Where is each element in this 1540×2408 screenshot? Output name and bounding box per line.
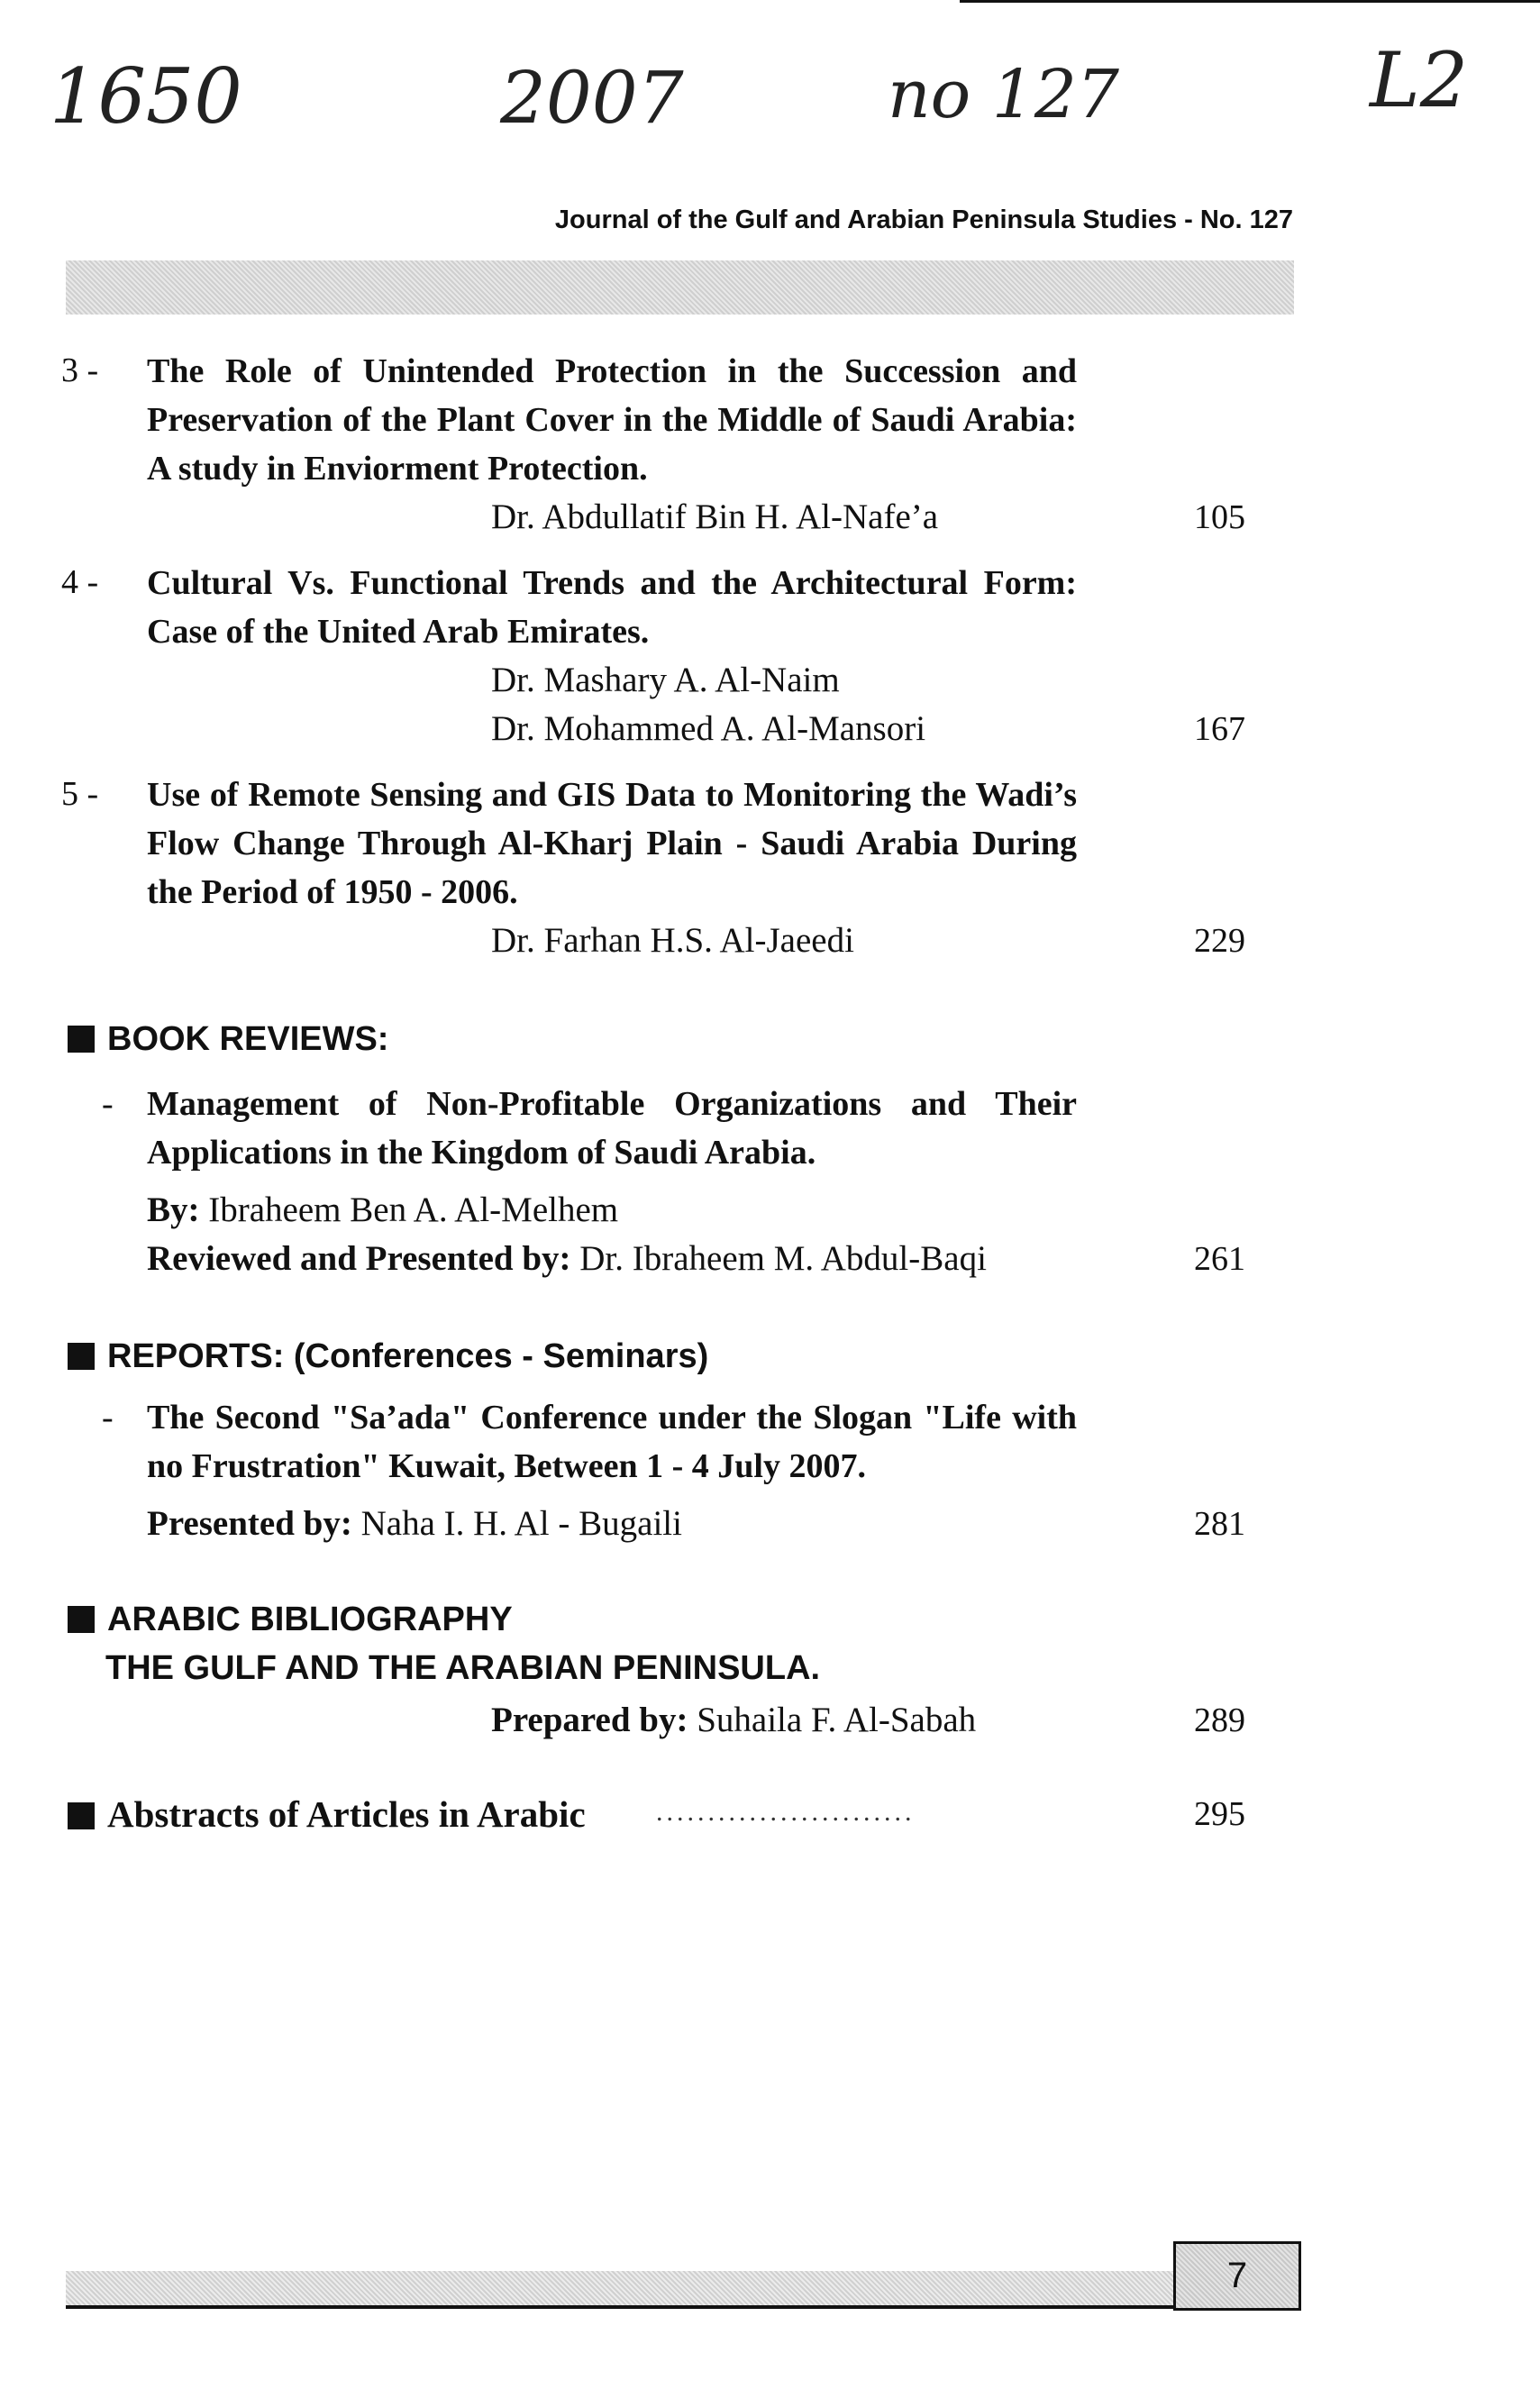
entry-author: Dr. Mohammed A. Al-Mansori	[491, 709, 926, 748]
reviewed-label: Reviewed and Presented by:	[147, 1239, 571, 1278]
entry-page: 281	[1194, 1505, 1245, 1543]
entry-byline	[147, 1186, 618, 1235]
section-book-reviews	[68, 1015, 388, 1063]
entry-number: 5 -	[61, 775, 99, 813]
entry-author: Dr. Abdullatif Bin H. Al-Nafe’a	[491, 497, 939, 536]
entry-page: 261	[1194, 1240, 1245, 1278]
entry-dash: -	[102, 1085, 114, 1123]
by-name: Ibraheem Ben A. Al-Melhem	[208, 1190, 619, 1229]
handwritten-note-3: no 127	[888, 56, 1119, 133]
entry-preparer	[491, 1696, 976, 1745]
entry-author: Dr. Mashary A. Al-Naim	[491, 661, 840, 699]
section-subheading: THE GULF AND THE ARABIAN PENINSULA.	[105, 1649, 821, 1687]
presented-label: Presented by:	[147, 1504, 352, 1543]
entry-title: Cultural Vs. Functional Trends and the Architectural Form: Case of the United Arab Emirates.	[147, 564, 1077, 651]
prepared-label: Prepared by:	[491, 1701, 688, 1739]
section-heading: ARABIC BIBLIOGRAPHY	[107, 1601, 513, 1638]
entry-dash: -	[102, 1399, 114, 1437]
entry-title: Use of Remote Sensing and GIS Data to Monitoring the Wadi’s Flow Change Through Al-Kharj Plain - Saudi Arabia During the Period of 1950 - 2006.	[147, 776, 1077, 911]
entry-presenter	[147, 1500, 682, 1548]
presented-name: Naha I. H. Al - Bugaili	[360, 1504, 682, 1543]
section-reports	[68, 1332, 708, 1381]
abstracts-label: Abstracts of Articles in Arabic	[68, 1790, 586, 1838]
entry-author: Dr. Farhan H.S. Al-Jaeedi	[491, 921, 854, 960]
entry-page: 289	[1194, 1701, 1245, 1739]
section-bibliography	[68, 1595, 513, 1644]
entry-page: 229	[1194, 922, 1245, 960]
square-bullet-icon	[68, 1606, 95, 1633]
footer-rule	[66, 2305, 1299, 2309]
entry-number: 3 -	[61, 351, 99, 389]
header-shade-bar	[66, 260, 1294, 315]
handwritten-note-4: L2	[1370, 36, 1469, 124]
section-heading: REPORTS: (Conferences - Seminars)	[107, 1337, 709, 1375]
journal-header: Journal of the Gulf and Arabian Peninsula Studies - No. 127	[554, 205, 1293, 234]
entry-reviewer	[147, 1235, 987, 1283]
entry-page: 295	[1194, 1795, 1245, 1833]
entry-title: The Role of Unintended Protection in the Succession and Preservation of the Plant Cover in the Middle of Saudi Arabia: A study in Enviorment Protection.	[147, 352, 1077, 488]
entry-page: 105	[1194, 498, 1245, 536]
handwritten-note-2: 2007	[500, 56, 684, 140]
handwritten-note-1: 1650	[50, 52, 242, 141]
page-number-box: 7	[1173, 2241, 1301, 2311]
leader-dots: .........................	[656, 1797, 916, 1827]
top-rule	[960, 0, 1540, 3]
footer-shade-bar	[66, 2271, 1174, 2307]
entry-number: 4 -	[61, 563, 99, 601]
entry-title: The Second "Sa’ada" Conference under the Slogan "Life with no Frustration" Kuwait, Between 1 - 4 July 2007.	[147, 1399, 1077, 1485]
by-label: By:	[147, 1190, 200, 1229]
square-bullet-icon	[68, 1343, 95, 1370]
section-heading: BOOK REVIEWS:	[107, 1020, 389, 1058]
square-bullet-icon	[68, 1802, 95, 1829]
entry-title: Management of Non-Profitable Organizations and Their Applications in the Kingdom of Saudi Arabia.	[147, 1085, 1077, 1172]
square-bullet-icon	[68, 1026, 95, 1053]
prepared-name: Suhaila F. Al-Sabah	[697, 1701, 977, 1739]
entry-page: 167	[1194, 710, 1245, 748]
reviewed-name: Dr. Ibraheem M. Abdul-Baqi	[579, 1239, 987, 1278]
